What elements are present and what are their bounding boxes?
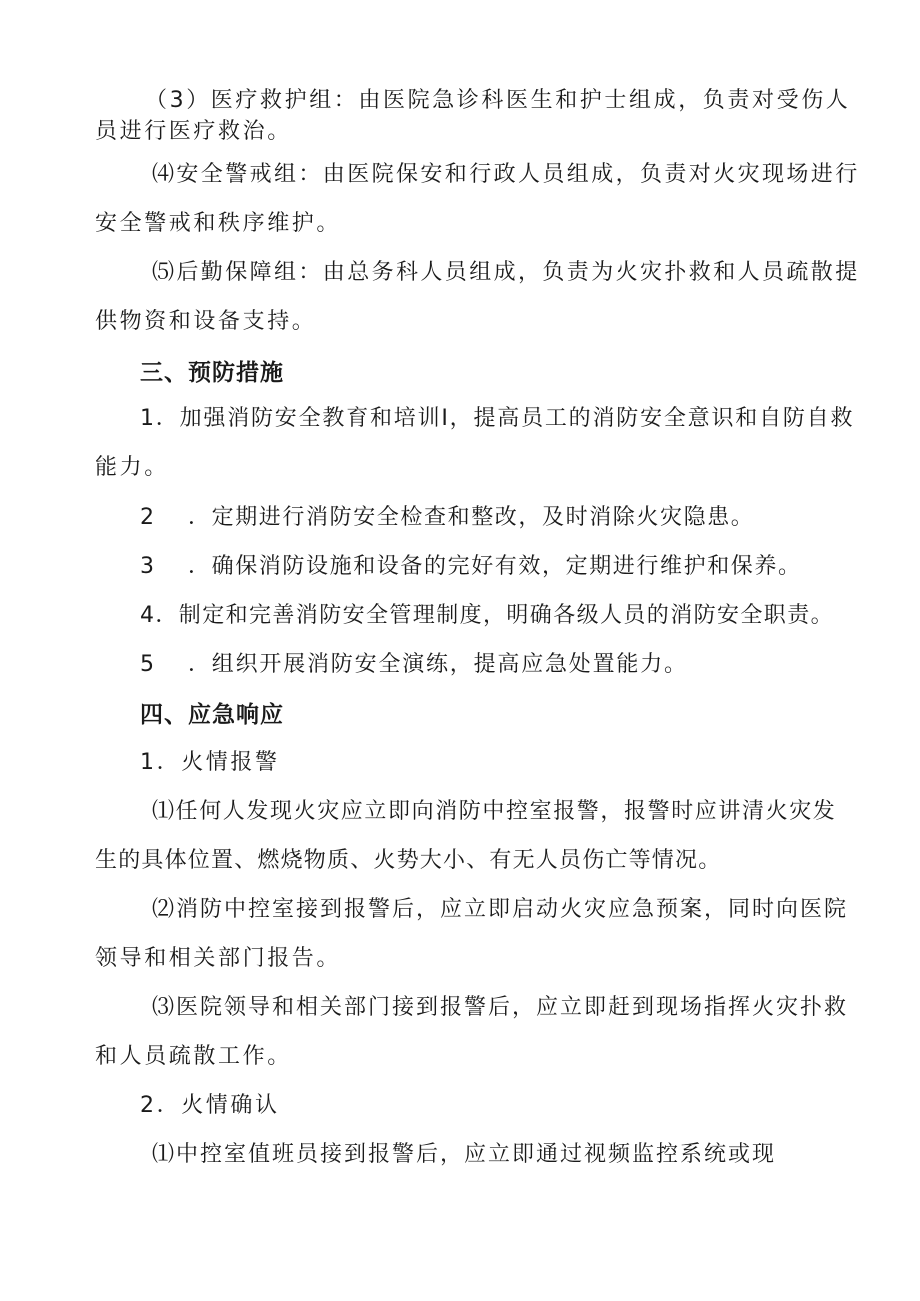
paragraph-line: 安全警戒和秩序维护。 [95,211,342,236]
list-number: 3 [140,554,157,579]
list-number: 2 [140,505,157,530]
paragraph-line: 和人员疏散工作。 [95,1044,292,1069]
paragraph-line: ⑷安全警戒组：由医院保安和行政人员组成，负责对火灾现场进行 [152,162,860,187]
paragraph-line: 领导和相关部门报告。 [95,946,342,971]
paragraph-line: ⑵消防中控室接到报警后，应立即启动火灾应急预案，同时向医院 [152,897,849,922]
paragraph-line: ⑸后勤保障组：由总务科人员组成，负责为火灾扑救和人员疏散提 [152,260,860,285]
paragraph-line: （3）医疗救护组：由医院急诊科医生和护士组成，负责对受伤人 [145,88,851,113]
paragraph-line: ．定期进行消防安全检查和整改，及时消除火灾隐患。 [188,505,755,530]
paragraph-line: 生的具体位置、燃烧物质、火势大小、有无人员伤亡等情况。 [95,848,722,873]
paragraph-line: 员进行医疗救治。 [95,119,292,144]
paragraph-line: ⑶医院领导和相关部门接到报警后，应立即赶到现场指挥火灾扑救 [152,995,849,1020]
paragraph-line: ．组织开展消防安全演练，提高应急处置能力。 [188,652,688,677]
paragraph-line: 1．加强消防安全教育和培训I，提高员工的消防安全意识和自防自救 [140,406,855,431]
paragraph-line: 能力。 [95,455,169,480]
section-heading: 三、预防措施 [140,360,284,386]
paragraph-line: 供物资和设备支持。 [95,309,317,334]
paragraph-line: ⑴中控室值班员接到报警后，应立即通过视频监控系统或现 [152,1142,777,1167]
paragraph-line: 1．火情报警 [140,750,280,775]
list-number: 5 [140,652,157,677]
paragraph-line: ．确保消防设施和设备的完好有效，定期进行维护和保养。 [188,554,802,579]
paragraph-line: 2．火情确认 [140,1093,280,1118]
paragraph-line: ⑴任何人发现火灾应立即向消防中控室报警，报警时应讲清火灾发 [152,799,837,824]
section-heading: 四、应急响应 [140,702,284,728]
paragraph-line: 4．制定和完善消防安全管理制度，明确各级人员的消防安全职责。 [140,603,834,628]
